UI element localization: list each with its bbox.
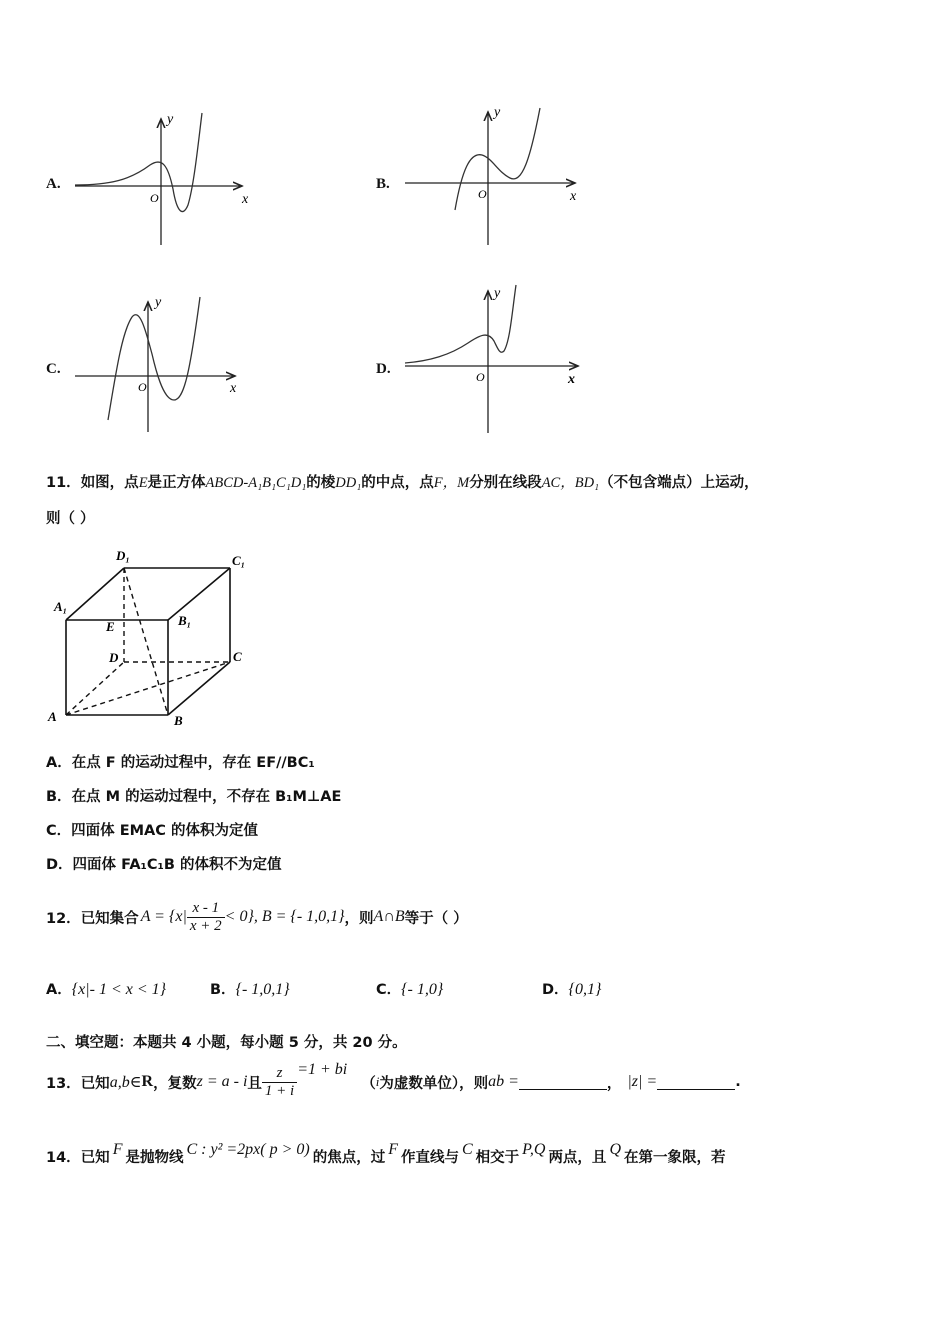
q13-answer-blank-2[interactable]: [657, 1075, 735, 1090]
q11-option-b[interactable]: B．在点 M 的运动过程中，不存在 B₁M⊥AE: [46, 789, 342, 805]
q11-option-d[interactable]: D．四面体 FA₁C₁B 的体积不为定值: [46, 857, 282, 873]
q13-answer-blank-1[interactable]: [519, 1075, 607, 1090]
svg-text:C: C: [233, 649, 242, 664]
q13-stem: 13． 已知 a,b∈ R ，复数 z = a - i 且 $\frac{z}{1 + i}$ =1 + bi （ i 为虚数单位），则 ab = ， |z| = .: [46, 1061, 741, 1099]
q11-option-c[interactable]: C．四面体 EMAC 的体积为定值: [46, 823, 258, 839]
q12-fraction: $\frac{x - 1}{x + 2}$: [187, 900, 225, 935]
svg-text:y: y: [494, 286, 501, 301]
option-d-label[interactable]: D.: [376, 361, 391, 377]
y-label: y: [167, 112, 174, 127]
section-2-heading: 二、填空题：本题共 4 小题，每小题 5 分，共 20 分。: [46, 1035, 407, 1051]
q14-stem: 14． 已知 F 是抛物线 C : y² =2px( p > 0) 的焦点，过 F 作直线与 C 相交于 P,Q 两点，且 Q 在第一象限，若: [46, 1141, 726, 1166]
option-b-label[interactable]: B.: [376, 176, 390, 192]
svg-text:y: y: [155, 295, 162, 310]
option-a-label[interactable]: A.: [46, 176, 61, 192]
q12-option-c[interactable]: C．{- 1,0}: [376, 981, 444, 998]
option-c-label[interactable]: C.: [46, 361, 61, 377]
svg-text:D₁: D₁: [116, 548, 130, 563]
q11-line2: 则（ ）: [46, 511, 95, 527]
svg-text:B: B: [174, 713, 183, 728]
q12-stem: 12． 已知集合 A = {x| $\frac{x - 1}{x + 2}$ < 0}, B = {- 1,0,1} ，则 A∩B 等于（ ）: [46, 899, 468, 934]
svg-text:B₁: B₁: [178, 613, 192, 628]
q12-option-a[interactable]: A．{x|- 1 < x < 1}: [46, 981, 167, 998]
svg-text:y: y: [494, 105, 501, 120]
svg-text:C₁: C₁: [232, 553, 246, 568]
graph-c[interactable]: [70, 292, 260, 437]
q11-stem: 11．如图，点E是正方体ABCD-A₁B₁C₁D₁的棱DD₁的中点，点F，M分别在线段AC，BD₁（不包含端点）上运动，: [46, 475, 759, 491]
svg-text:O: O: [138, 380, 147, 394]
svg-text:O: O: [476, 370, 485, 384]
svg-text:x: x: [570, 189, 577, 204]
q12-option-b[interactable]: B．{- 1,0,1}: [210, 981, 290, 998]
graph-a[interactable]: [70, 105, 260, 250]
x-label: x: [242, 192, 249, 207]
q11-option-a[interactable]: A．在点 F 的运动过程中，存在 EF//BC₁: [46, 755, 315, 771]
q12-option-d[interactable]: D．{0,1}: [542, 981, 602, 998]
svg-text:A: A: [48, 709, 57, 724]
curve: [75, 113, 202, 212]
svg-text:D: D: [109, 650, 119, 665]
cube-figure: [44, 545, 254, 730]
svg-text:A₁: A₁: [54, 599, 68, 614]
svg-text:E: E: [106, 619, 115, 634]
origin-label: O: [150, 191, 159, 205]
svg-text:x: x: [230, 381, 237, 396]
graph-b[interactable]: [400, 100, 590, 250]
graph-d[interactable]: [400, 283, 590, 435]
svg-text:x: x: [568, 372, 575, 387]
svg-text:O: O: [478, 187, 487, 201]
q13-fraction: $\frac{z}{1 + i}$: [262, 1065, 297, 1100]
